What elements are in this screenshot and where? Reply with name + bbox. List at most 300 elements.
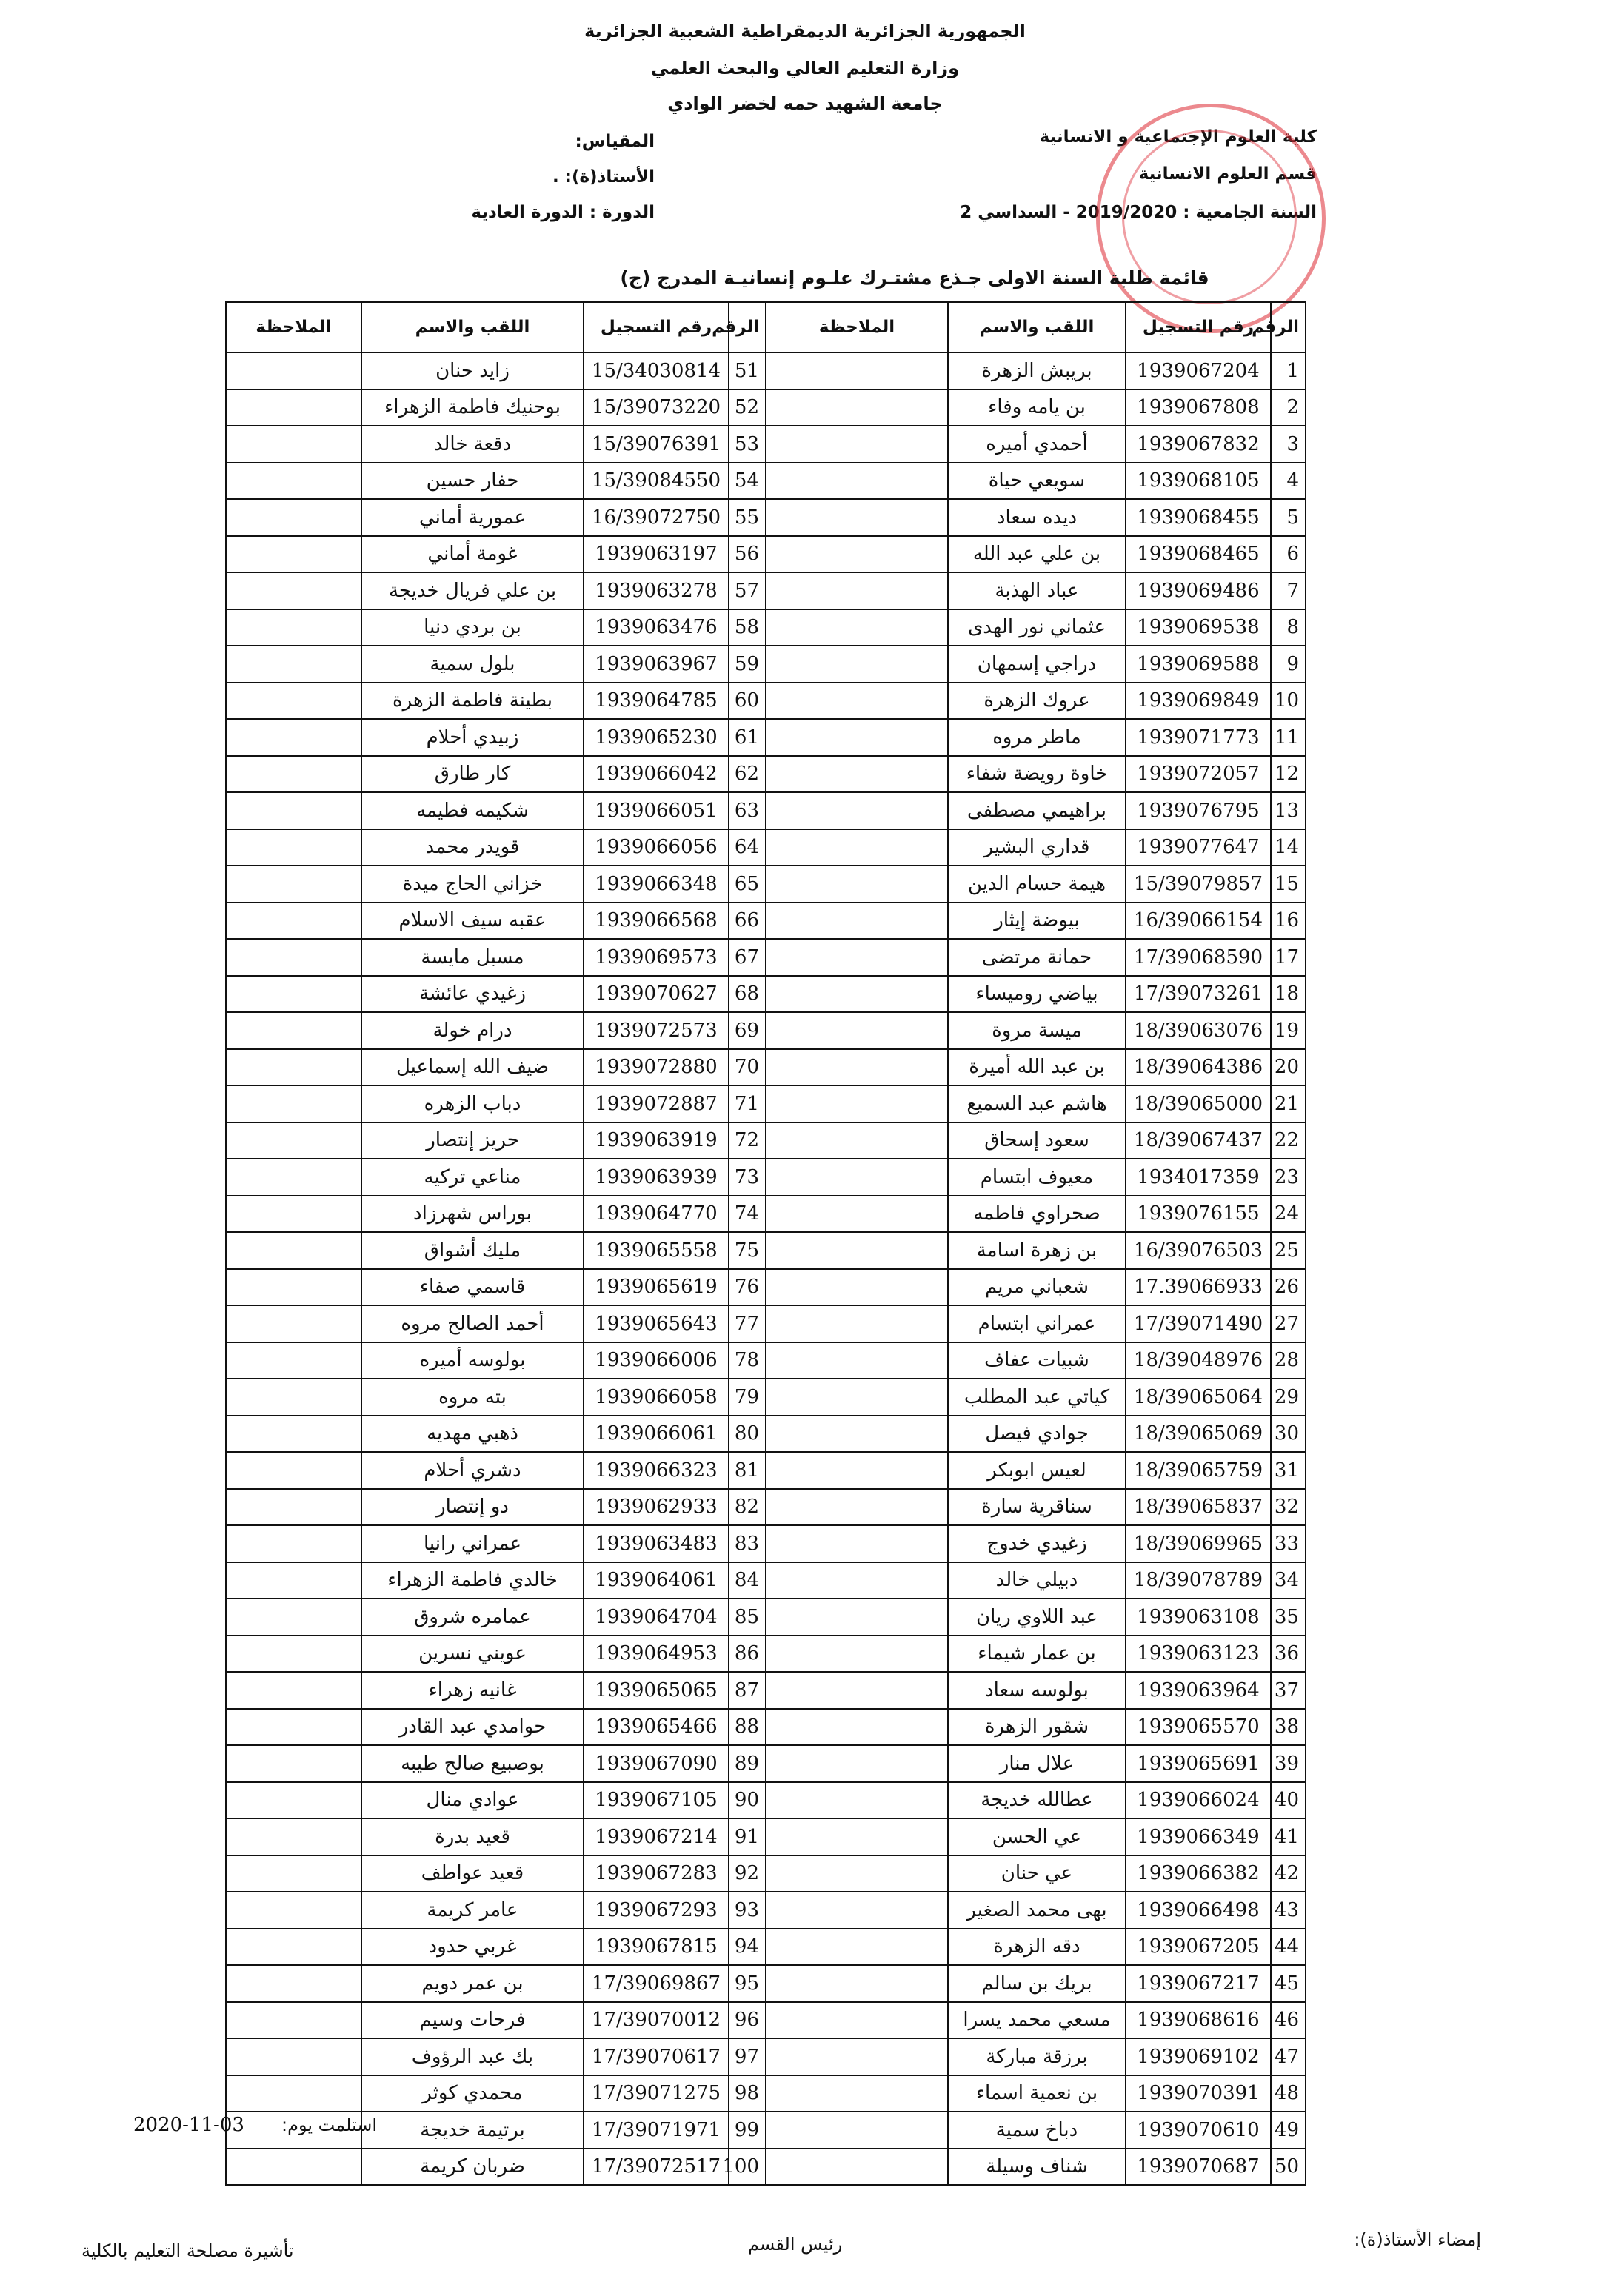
student-name: قعيد عواطف <box>361 1855 584 1892</box>
row-note <box>766 903 948 940</box>
student-name: بهى محمد الصغير <box>948 1892 1126 1929</box>
table-row <box>766 976 1306 1013</box>
row-number: 3 <box>1271 426 1306 463</box>
row-number: 96 <box>729 2002 766 2039</box>
student-name: غانيه زهراء <box>361 1672 584 1709</box>
student-name: كياتي عبد المطلب <box>948 1379 1126 1416</box>
row-note <box>766 1599 948 1636</box>
row-note <box>226 1085 361 1122</box>
row-note <box>226 939 361 976</box>
table-row <box>766 2002 1306 2039</box>
row-note <box>226 866 361 903</box>
student-name: غربي حدود <box>361 1929 584 1966</box>
table-row <box>766 1122 1306 1159</box>
row-number: 37 <box>1271 1672 1306 1709</box>
row-note <box>766 2112 948 2149</box>
table-row <box>226 1818 766 1855</box>
row-number: 21 <box>1271 1085 1306 1122</box>
registration-number: 1939063197 <box>584 536 729 573</box>
registration-number: 1939067283 <box>584 1855 729 1892</box>
registration-number: 17/39069867 <box>584 1965 729 2002</box>
table-row <box>766 1049 1306 1086</box>
student-name: ميسة مروة <box>948 1012 1126 1049</box>
row-note <box>226 1929 361 1966</box>
row-note <box>226 352 361 389</box>
row-number: 25 <box>1271 1232 1306 1269</box>
row-number: 81 <box>729 1452 766 1489</box>
session-label: الدورة : الدورة العادية <box>471 203 655 222</box>
row-note <box>226 1855 361 1892</box>
row-note <box>766 1416 948 1453</box>
registration-number: 1939065230 <box>584 719 729 756</box>
row-note <box>766 683 948 720</box>
student-name: مناعي تركيه <box>361 1159 584 1196</box>
row-note <box>766 1709 948 1746</box>
student-name: قعيد بدرة <box>361 1818 584 1855</box>
row-number: 65 <box>729 866 766 903</box>
row-number: 66 <box>729 903 766 940</box>
registration-number: 1939077647 <box>1126 829 1271 866</box>
registration-number: 1939068465 <box>1126 536 1271 573</box>
table-row <box>226 1159 766 1196</box>
row-number: 32 <box>1271 1489 1306 1526</box>
student-name: بن علي عبد الله <box>948 536 1126 573</box>
table-row <box>766 1269 1306 1306</box>
row-number: 10 <box>1271 683 1306 720</box>
student-name: عامر كريمة <box>361 1892 584 1929</box>
student-name: بطينة فاطمة الزهرة <box>361 683 584 720</box>
registration-number: 1939064704 <box>584 1599 729 1636</box>
row-note <box>766 499 948 536</box>
registration-number: 18/39063076 <box>1126 1012 1271 1049</box>
table-row <box>766 572 1306 609</box>
student-name: بلول سمية <box>361 646 584 683</box>
professor-label: الأستاذ(ة): . <box>552 167 655 187</box>
row-note <box>226 499 361 536</box>
registration-number: 1939066024 <box>1126 1782 1271 1819</box>
row-number: 26 <box>1271 1269 1306 1306</box>
table-row <box>766 1929 1306 1966</box>
student-name: شناف وسيلة <box>948 2149 1126 2186</box>
table-row <box>226 792 766 829</box>
row-number: 54 <box>729 463 766 500</box>
row-number: 48 <box>1271 2075 1306 2112</box>
registration-number: 1939069486 <box>1126 572 1271 609</box>
registration-number: 1939072887 <box>584 1085 729 1122</box>
row-number: 45 <box>1271 1965 1306 2002</box>
table-row <box>226 719 766 756</box>
registration-number: 1939063278 <box>584 572 729 609</box>
row-note <box>766 1342 948 1379</box>
table-row <box>226 1489 766 1526</box>
student-name: عطالله خديجة <box>948 1782 1126 1819</box>
row-number: 75 <box>729 1232 766 1269</box>
row-number: 16 <box>1271 903 1306 940</box>
table-row <box>766 1452 1306 1489</box>
table-row <box>226 1745 766 1782</box>
row-note <box>766 792 948 829</box>
table-row <box>766 1562 1306 1599</box>
table-row <box>226 1562 766 1599</box>
row-note <box>226 389 361 426</box>
student-name: لعيس ابوبكر <box>948 1452 1126 1489</box>
student-name: دباخ سمية <box>948 2112 1126 2149</box>
table-row <box>226 646 766 683</box>
student-name: ماطر مروه <box>948 719 1126 756</box>
row-note <box>766 1489 948 1526</box>
row-number: 59 <box>729 646 766 683</box>
row-number: 72 <box>729 1122 766 1159</box>
registration-number: 1939063476 <box>584 609 729 646</box>
list-title: قائمة طلبة السنة الاولى جـذع مشتـرك علـوم إنسانيـة المدرج (ج) <box>620 267 1209 289</box>
student-name: حوامدي عبد القادر <box>361 1709 584 1746</box>
row-number: 20 <box>1271 1049 1306 1086</box>
row-number: 68 <box>729 976 766 1013</box>
student-name: عمامره شروق <box>361 1599 584 1636</box>
registration-number: 1939068616 <box>1126 2002 1271 2039</box>
student-name: صحراوي فاطمه <box>948 1196 1126 1233</box>
table-row <box>766 1709 1306 1746</box>
student-name: خالدي فاطمة الزهراء <box>361 1562 584 1599</box>
student-name: دو إنتصار <box>361 1489 584 1526</box>
row-number: 89 <box>729 1745 766 1782</box>
registration-number: 1939071773 <box>1126 719 1271 756</box>
registration-number: 1939067204 <box>1126 352 1271 389</box>
table-row <box>226 1416 766 1453</box>
row-number: 53 <box>729 426 766 463</box>
registration-number: 1939065065 <box>584 1672 729 1709</box>
row-number: 17 <box>1271 939 1306 976</box>
row-note <box>226 829 361 866</box>
table-row <box>766 1818 1306 1855</box>
row-note <box>766 536 948 573</box>
registration-number: 1939063967 <box>584 646 729 683</box>
table-row <box>766 2112 1306 2149</box>
row-note <box>226 683 361 720</box>
table-row <box>766 1636 1306 1673</box>
student-name: عمراني ابتسام <box>948 1305 1126 1342</box>
table-row <box>226 463 766 500</box>
student-name: عقبه سيف الاسلام <box>361 903 584 940</box>
row-number: 55 <box>729 499 766 536</box>
student-name: حريز إنتصار <box>361 1122 584 1159</box>
row-number: 88 <box>729 1709 766 1746</box>
row-number: 38 <box>1271 1709 1306 1746</box>
table-row <box>226 572 766 609</box>
row-note <box>766 572 948 609</box>
row-number: 77 <box>729 1305 766 1342</box>
table-row <box>226 1855 766 1892</box>
table-row <box>766 609 1306 646</box>
table-row <box>766 352 1306 389</box>
row-number: 18 <box>1271 976 1306 1013</box>
row-number: 41 <box>1271 1818 1306 1855</box>
table-row <box>766 1416 1306 1453</box>
row-note <box>766 1196 948 1233</box>
row-number: 22 <box>1271 1122 1306 1159</box>
row-number: 50 <box>1271 2149 1306 2186</box>
row-number: 56 <box>729 536 766 573</box>
student-name: زغيدي عائشة <box>361 976 584 1013</box>
table-row <box>226 756 766 793</box>
registration-number: 18/39065000 <box>1126 1085 1271 1122</box>
row-note <box>766 1782 948 1819</box>
row-number: 47 <box>1271 2038 1306 2075</box>
row-number: 93 <box>729 1892 766 1929</box>
row-number: 33 <box>1271 1525 1306 1562</box>
registration-number: 1939070627 <box>584 976 729 1013</box>
row-number: 42 <box>1271 1855 1306 1892</box>
table-row <box>226 1965 766 2002</box>
table-row <box>766 499 1306 536</box>
row-number: 91 <box>729 1818 766 1855</box>
table-row <box>766 1159 1306 1196</box>
row-number: 58 <box>729 609 766 646</box>
student-name: عمورية أماني <box>361 499 584 536</box>
table-row <box>226 499 766 536</box>
table-row <box>766 866 1306 903</box>
subject-label: المقياس: <box>575 132 655 151</box>
row-note <box>226 646 361 683</box>
column-header-num: الرقم <box>729 302 766 352</box>
registration-number: 1939065558 <box>584 1232 729 1269</box>
column-header-note: الملاحظة <box>766 302 948 352</box>
row-note <box>226 2149 361 2186</box>
student-name: فرحات وسيم <box>361 2002 584 2039</box>
row-note <box>226 2038 361 2075</box>
table-row <box>226 1709 766 1746</box>
table-row <box>226 1892 766 1929</box>
department-label: قسم العلوم الانسانية <box>1138 164 1317 184</box>
registration-number: 1939068105 <box>1126 463 1271 500</box>
registration-number: 16/39072750 <box>584 499 729 536</box>
registration-number: 1939067090 <box>584 1745 729 1782</box>
table-row <box>226 1525 766 1562</box>
registration-number: 1939062933 <box>584 1489 729 1526</box>
table-row <box>226 1122 766 1159</box>
registration-number: 1939072880 <box>584 1049 729 1086</box>
row-note <box>226 1342 361 1379</box>
registration-number: 1939070391 <box>1126 2075 1271 2112</box>
table-row <box>766 1672 1306 1709</box>
registration-number: 1939070610 <box>1126 2112 1271 2149</box>
row-note <box>766 2038 948 2075</box>
table-row <box>766 1745 1306 1782</box>
registration-number: 1939063123 <box>1126 1636 1271 1673</box>
row-note <box>766 1818 948 1855</box>
table-row <box>226 389 766 426</box>
row-note <box>226 903 361 940</box>
row-note <box>226 1709 361 1746</box>
row-number: 12 <box>1271 756 1306 793</box>
registration-number: 1939067214 <box>584 1818 729 1855</box>
registration-number: 18/39064386 <box>1126 1049 1271 1086</box>
row-note <box>766 1855 948 1892</box>
row-number: 99 <box>729 2112 766 2149</box>
student-name: زبيدي أحلام <box>361 719 584 756</box>
student-name: معيوف ابتسام <box>948 1159 1126 1196</box>
registration-number: 17/39071971 <box>584 2112 729 2149</box>
row-note <box>226 792 361 829</box>
student-name: بن عبد الله أميرة <box>948 1049 1126 1086</box>
student-name: بك عبد الرؤوف <box>361 2038 584 2075</box>
table-row <box>766 829 1306 866</box>
row-note <box>766 1452 948 1489</box>
registration-number: 1939064770 <box>584 1196 729 1233</box>
registration-number: 1939069538 <box>1126 609 1271 646</box>
table-row <box>226 1196 766 1233</box>
registration-number: 17/39071275 <box>584 2075 729 2112</box>
student-name: جوادي فيصل <box>948 1416 1126 1453</box>
registration-number: 18/39065064 <box>1126 1379 1271 1416</box>
student-name: غومة أماني <box>361 536 584 573</box>
student-name: بيوضة إيثار <box>948 903 1126 940</box>
registration-number: 1939066349 <box>1126 1818 1271 1855</box>
row-note <box>766 352 948 389</box>
table-row <box>226 1782 766 1819</box>
row-note <box>766 646 948 683</box>
table-row <box>766 1196 1306 1233</box>
row-note <box>226 536 361 573</box>
registration-number: 1939069588 <box>1126 646 1271 683</box>
students-table-right <box>765 301 1306 2186</box>
row-note <box>226 1599 361 1636</box>
table-row <box>766 1489 1306 1526</box>
row-note <box>766 1892 948 1929</box>
registration-number: 1939065570 <box>1126 1709 1271 1746</box>
registration-number: 1939070687 <box>1126 2149 1271 2186</box>
student-name: سناقرية سارة <box>948 1489 1126 1526</box>
row-note <box>226 2002 361 2039</box>
row-note <box>766 1049 948 1086</box>
row-note <box>766 939 948 976</box>
row-note <box>766 756 948 793</box>
row-number: 27 <box>1271 1305 1306 1342</box>
registration-number: 1939067293 <box>584 1892 729 1929</box>
table-row <box>226 683 766 720</box>
registration-number: 1939067808 <box>1126 389 1271 426</box>
row-number: 67 <box>729 939 766 976</box>
student-name: دراجي إسمهان <box>948 646 1126 683</box>
student-name: ضربان كريمة <box>361 2149 584 2186</box>
registration-number: 1939063964 <box>1126 1672 1271 1709</box>
registration-number: 1939076795 <box>1126 792 1271 829</box>
row-note <box>766 1745 948 1782</box>
row-note <box>226 1232 361 1269</box>
registration-number: 1939064953 <box>584 1636 729 1673</box>
table-row <box>226 939 766 976</box>
registration-number: 1939066042 <box>584 756 729 793</box>
registration-number: 1939067832 <box>1126 426 1271 463</box>
student-name: شعباني مريم <box>948 1269 1126 1306</box>
table-row <box>766 1855 1306 1892</box>
row-number: 9 <box>1271 646 1306 683</box>
registration-number: 18/39067437 <box>1126 1122 1271 1159</box>
row-number: 46 <box>1271 2002 1306 2039</box>
row-note <box>766 1636 948 1673</box>
registration-number: 15/39084550 <box>584 463 729 500</box>
table-row <box>766 1012 1306 1049</box>
table-row <box>766 756 1306 793</box>
registration-number: 1939069573 <box>584 939 729 976</box>
registration-number: 15/34030814 <box>584 352 729 389</box>
registration-number: 1939066323 <box>584 1452 729 1489</box>
row-note <box>226 1049 361 1086</box>
faculty-visa-label: تأشيرة مصلحة التعليم بالكلية <box>81 2240 294 2261</box>
student-name: بوصبيع صالح طيبه <box>361 1745 584 1782</box>
row-number: 79 <box>729 1379 766 1416</box>
registration-number: 1939069102 <box>1126 2038 1271 2075</box>
student-name: بولوسه سعاد <box>948 1672 1126 1709</box>
registration-number: 18/39065069 <box>1126 1416 1271 1453</box>
student-name: شكيمه فطيمه <box>361 792 584 829</box>
row-number: 8 <box>1271 609 1306 646</box>
university-title: جامعة الشهيد حمه لخضر الوادي <box>667 93 943 114</box>
column-header-reg: رقم التسجيل <box>1126 302 1271 352</box>
student-name: بن عمار شيماء <box>948 1636 1126 1673</box>
student-name: براهيمي مصطفى <box>948 792 1126 829</box>
table-row <box>766 1892 1306 1929</box>
student-name: محمدي كوثر <box>361 2075 584 2112</box>
student-name: دشري أحلام <box>361 1452 584 1489</box>
students-table-left <box>225 301 766 2186</box>
student-name: خزاني الحاج ميدة <box>361 866 584 903</box>
student-name: بريبش الزهرة <box>948 352 1126 389</box>
row-note <box>226 1892 361 1929</box>
row-note <box>766 866 948 903</box>
row-note <box>766 1012 948 1049</box>
row-note <box>226 1452 361 1489</box>
table-row <box>766 1342 1306 1379</box>
student-name: عي الحسن <box>948 1818 1126 1855</box>
row-number: 2 <box>1271 389 1306 426</box>
row-number: 49 <box>1271 2112 1306 2149</box>
row-number: 74 <box>729 1196 766 1233</box>
student-name: بته مروه <box>361 1379 584 1416</box>
row-number: 90 <box>729 1782 766 1819</box>
student-name: ضيف الله إسماعيل <box>361 1049 584 1086</box>
row-note <box>766 1525 948 1562</box>
row-note <box>226 463 361 500</box>
row-note <box>766 2075 948 2112</box>
row-note <box>766 976 948 1013</box>
registration-number: 15/39073220 <box>584 389 729 426</box>
student-name: شبيات عفاف <box>948 1342 1126 1379</box>
row-number: 85 <box>729 1599 766 1636</box>
row-note <box>226 572 361 609</box>
row-number: 35 <box>1271 1599 1306 1636</box>
table-row <box>226 609 766 646</box>
registration-number: 1939066051 <box>584 792 729 829</box>
row-number: 98 <box>729 2075 766 2112</box>
student-name: درام خولة <box>361 1012 584 1049</box>
row-number: 36 <box>1271 1636 1306 1673</box>
row-number: 69 <box>729 1012 766 1049</box>
student-name: مسعي محمد يسرا <box>948 2002 1126 2039</box>
registration-number: 1939076155 <box>1126 1196 1271 1233</box>
row-number: 40 <box>1271 1782 1306 1819</box>
student-name: عي حنان <box>948 1855 1126 1892</box>
table-row <box>226 1452 766 1489</box>
row-number: 13 <box>1271 792 1306 829</box>
row-number: 62 <box>729 756 766 793</box>
registration-number: 1939066498 <box>1126 1892 1271 1929</box>
row-note <box>226 1782 361 1819</box>
student-name: قاسمي صفاء <box>361 1269 584 1306</box>
republic-title: الجمهورية الجزائرية الديمقراطية الشعبية الجزائرية <box>584 21 1026 41</box>
registration-number: 1939067815 <box>584 1929 729 1966</box>
student-name: قويدر محمد <box>361 829 584 866</box>
